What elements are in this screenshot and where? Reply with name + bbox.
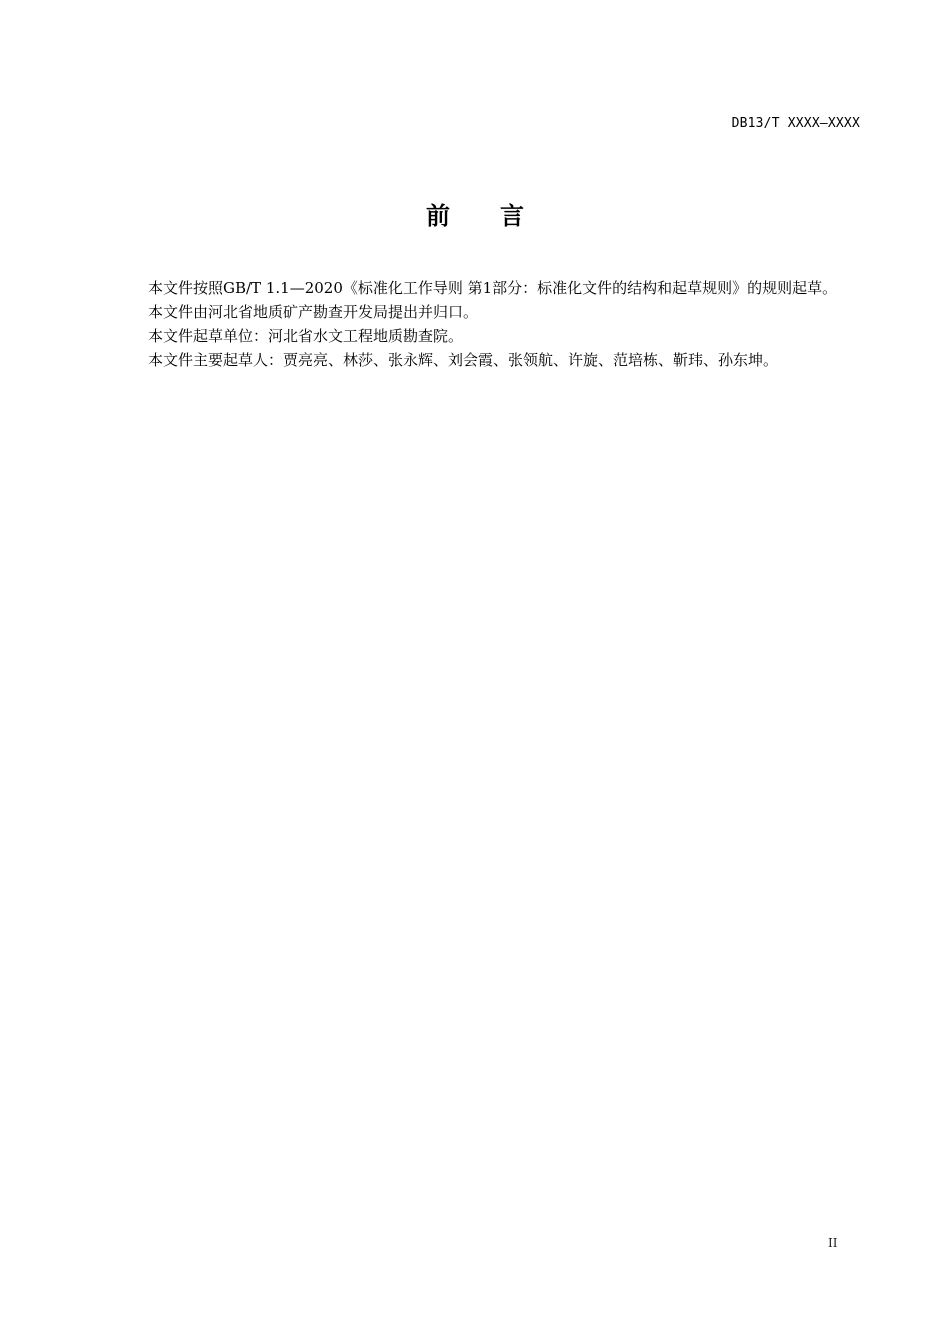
page-title: 前言 (426, 202, 574, 230)
paragraph-drafting-unit: 本文件起草单位：河北省水文工程地质勘查院。 (148, 327, 464, 345)
paragraph-drafters: 本文件主要起草人：贾亮亮、林莎、张永辉、刘会霞、张领航、许旋、范培栋、靳玮、孙东坤。 (148, 351, 779, 369)
document-code: DB13/T XXXX—XXXX (731, 116, 860, 131)
document-body (114, 276, 860, 372)
page-number: II (828, 1236, 838, 1250)
paragraph-standard-basis: 本文件按照GB/T 1.1—2020《标准化工作导则 第1部分：标准化文件的结构和起草规则》的规则起草。 (148, 279, 838, 297)
paragraph-proposer: 本文件由河北省地质矿产勘查开发局提出并归口。 (148, 303, 479, 321)
